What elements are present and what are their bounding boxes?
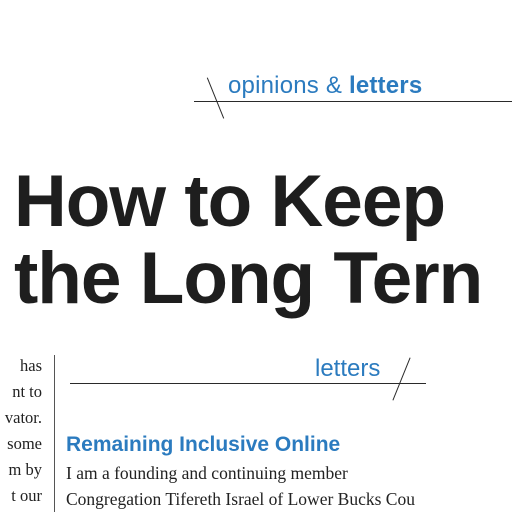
headline-line-2: the Long Tern <box>14 238 483 319</box>
subsection-slash <box>392 357 410 400</box>
left-column-line: m by <box>8 460 42 479</box>
left-column-line: some <box>7 434 42 453</box>
subsection-rule <box>70 383 426 384</box>
subsection-header: letters <box>315 355 381 382</box>
left-column-line: vator. <box>4 408 42 427</box>
article-body-line: I am a founding and continuing member <box>66 463 348 483</box>
left-column-line: has <box>20 356 42 375</box>
left-column-line: nt to <box>12 382 42 401</box>
section-header <box>228 72 422 100</box>
section-label-bold: letters <box>348 72 423 99</box>
headline-line-1: How to Keep <box>14 161 446 242</box>
article-body-line: Congregation Tifereth Israel of Lower Bucks Cou <box>66 489 415 509</box>
article-title: Remaining Inclusive Online <box>66 433 341 456</box>
header-slash <box>207 77 225 118</box>
left-column-line: t our <box>11 486 42 505</box>
column-divider <box>54 355 55 512</box>
section-label-light: opinions & <box>228 72 349 99</box>
section-rule <box>194 101 512 102</box>
